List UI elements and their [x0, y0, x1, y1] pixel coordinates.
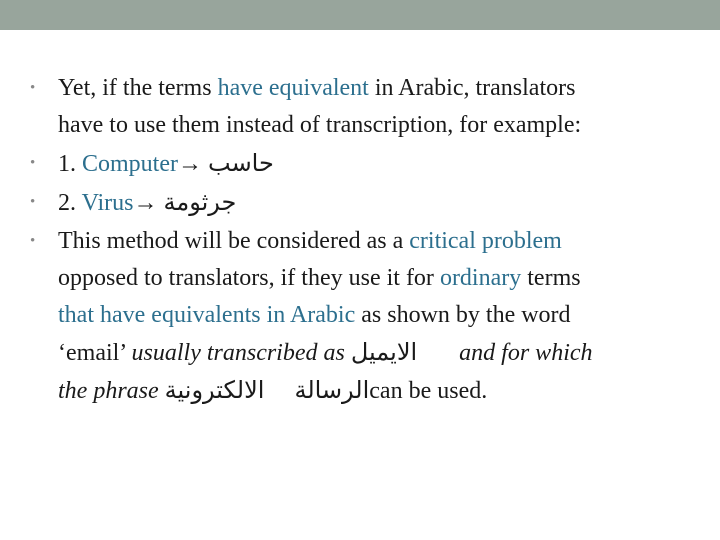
text: This method will be considered as a: [58, 228, 410, 254]
example-number: 1.: [58, 151, 82, 177]
highlight-critical-problem: critical problem: [409, 228, 562, 254]
slide-content: [30, 70, 672, 411]
arrow-icon: →: [133, 190, 164, 216]
text: as shown by the word: [355, 302, 571, 328]
bullet-method-problem: [30, 223, 672, 410]
bullet-equivalent-terms: [30, 70, 672, 144]
highlight-have-equivalent: have equivalent: [217, 75, 369, 101]
title-bar: [0, 0, 720, 30]
line: [58, 223, 672, 260]
arrow-icon: →: [178, 151, 208, 177]
text: in Arabic, translators: [368, 75, 576, 101]
line: [58, 297, 672, 334]
bullet-example-computer: [30, 145, 672, 183]
line: [58, 260, 672, 297]
example-word-computer: Computer: [82, 151, 178, 177]
example-word-virus: Virus: [81, 190, 134, 216]
arabic-email: الايميل: [350, 338, 418, 366]
line: [58, 334, 672, 372]
bullet-example-virus: [30, 184, 672, 222]
line: [58, 372, 672, 410]
text: terms: [521, 265, 581, 291]
arabic-virus: جرثومة: [163, 188, 237, 216]
text: can be used.: [369, 378, 488, 404]
text: have to use them instead of transcription, for example:: [58, 112, 582, 138]
bullet-icon: •: [30, 233, 36, 249]
highlight-equivalents: that have equivalents in Arabic: [58, 302, 356, 328]
bullet-icon: •: [30, 80, 36, 96]
bullet-icon: •: [30, 194, 36, 210]
text: opposed to translators, if they use it for: [58, 265, 440, 291]
text-italic: usually transcribed as: [131, 340, 345, 366]
arabic-computer: حاسب: [208, 149, 274, 177]
highlight-ordinary: ordinary: [439, 265, 522, 291]
text: Yet, if the terms: [58, 75, 218, 101]
text-italic: and for which: [459, 340, 593, 366]
example-number: 2.: [58, 190, 82, 216]
arabic-message: الرسالة: [294, 376, 370, 404]
arabic-electronic: الالكترونية: [164, 376, 265, 404]
text-italic: the phrase: [58, 378, 159, 404]
text: ‘email’: [58, 340, 132, 366]
bullet-icon: •: [30, 155, 36, 171]
